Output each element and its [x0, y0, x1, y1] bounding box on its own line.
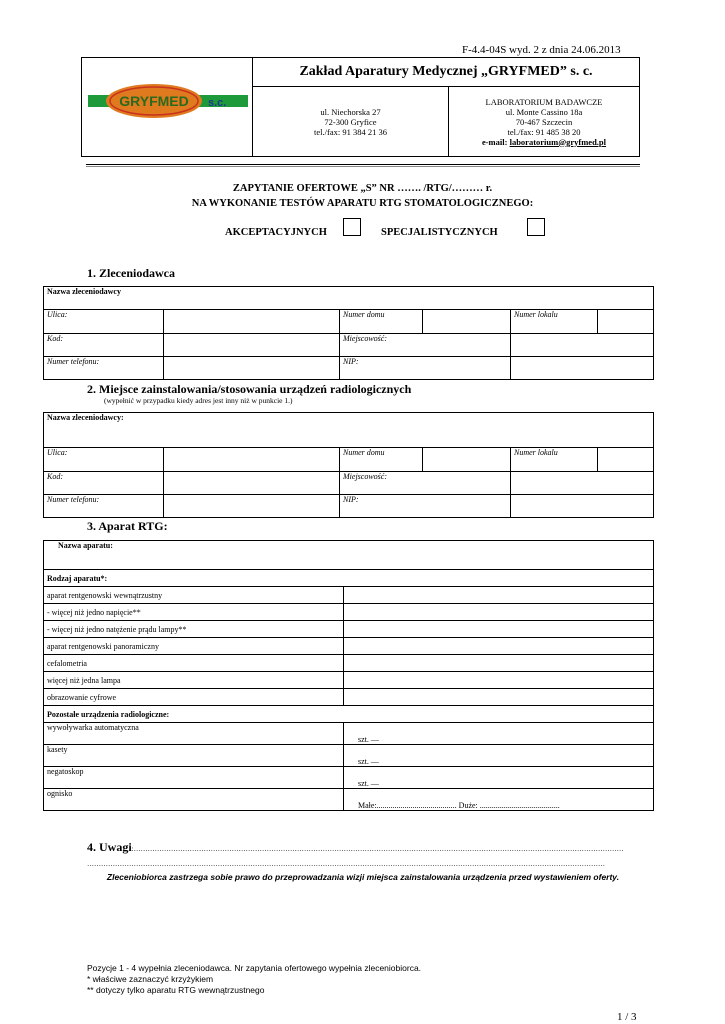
- phone-label: Numer telefonu:: [44, 357, 164, 380]
- device-type-mark[interactable]: [344, 587, 654, 604]
- postal-code-label: Kod:: [44, 334, 164, 357]
- client-name-field[interactable]: Nazwa zleceniodawcy: [44, 287, 654, 310]
- device-type-mark[interactable]: [344, 621, 654, 638]
- nip-field[interactable]: [511, 357, 654, 380]
- device-type-mark[interactable]: [344, 655, 654, 672]
- section-1-table: [43, 286, 654, 380]
- nip-label: NIP:: [340, 357, 511, 380]
- city-field[interactable]: [511, 472, 654, 495]
- postal-code-field[interactable]: [164, 472, 340, 495]
- logo-cell: [82, 58, 253, 157]
- nip-label: NIP:: [340, 495, 511, 518]
- disclaimer: Zleceniobiorca zastrzega sobie prawo do przeprowadzania wizji miejsca zainstalowania urządzenia przed wystawieniem oferty.: [106, 872, 620, 882]
- option-specialist-checkbox[interactable]: [527, 218, 545, 236]
- focus-size-field[interactable]: Małe:........................................ Duże: ........................................: [344, 789, 654, 811]
- house-number-label: Numer domu: [340, 310, 423, 334]
- other-devices-heading: Pozostałe urządzenia radiologiczne:: [44, 706, 654, 723]
- apartment-number-field[interactable]: [598, 310, 654, 334]
- page-number: 1 / 3: [617, 1011, 637, 1023]
- section-4-remarks[interactable]: [87, 838, 637, 856]
- title-line-2: NA WYKONANIE TESTÓW APARATU RTG STOMATOLOGICZNEGO:: [191, 198, 534, 209]
- section-3-heading: 3. Aparat RTG:: [87, 519, 168, 533]
- svg-text:s.c.: s.c.: [208, 97, 227, 109]
- section-3-table: [43, 540, 654, 811]
- document-code: F-4.4-04S wyd. 2 z dnia 24.06.2013: [462, 44, 621, 56]
- section-4-heading: 4. Uwagi: [87, 840, 132, 854]
- device-type-item: aparat rentgenowski wewnątrzustny: [44, 587, 344, 604]
- device-type-mark[interactable]: [344, 672, 654, 689]
- section-2-table: [43, 412, 654, 518]
- remarks-dots-1: :…………………………………………………………………………………………………………………………………………………………………………………………: [131, 845, 624, 853]
- apartment-number-label: Numer lokalu: [511, 310, 598, 334]
- gryfmed-logo: [82, 58, 252, 154]
- postal-code-label: Kod:: [44, 472, 164, 495]
- street-label: Ulica:: [44, 310, 164, 334]
- other-device-name: negatoskop: [44, 767, 344, 789]
- company-address: ul. Niechorska 27 72-300 Gryfice tel./fax: 91 384 21 36: [253, 87, 449, 157]
- option-specialist-label: SPECJALISTYCZNYCH: [381, 227, 498, 238]
- house-number-field[interactable]: [423, 448, 511, 472]
- device-type-item: aparat rentgenowski panoramiczny: [44, 638, 344, 655]
- phone-field[interactable]: [164, 357, 340, 380]
- remarks-dots-2[interactable]: ……………………………………………………………………………………………………………………………………………………………………………………………………: [87, 860, 605, 868]
- city-label: Miejscowość:: [340, 334, 511, 357]
- header-divider: [86, 164, 640, 167]
- city-field[interactable]: [511, 334, 654, 357]
- section-2-heading: 2. Miejsce zainstalowania/stosowania urządzeń radiologicznych: [87, 382, 412, 396]
- device-type-mark[interactable]: [344, 689, 654, 706]
- device-type-item: cefalometria: [44, 655, 344, 672]
- device-type-mark[interactable]: [344, 604, 654, 621]
- footnotes: Pozycje 1 - 4 wypełnia zleceniodawca. Nr zapytania ofertowego wypełnia zleceniobiorca. * właściwe zaznaczyć krzyżykiem ** dotyczy tylko aparatu RTG wewnątrzustnego: [87, 963, 422, 995]
- device-type-item: - więcej niż jedno napięcie**: [44, 604, 344, 621]
- section-2-note: (wypełnić w przypadku kiedy adres jest inny niż w punkcie 1.): [104, 396, 293, 405]
- device-name-field[interactable]: Nazwa aparatu:: [44, 541, 654, 570]
- section-1-heading: 1. Zleceniodawca: [87, 266, 175, 280]
- email-link[interactable]: laboratorium@gryfmed.pl: [509, 136, 607, 147]
- other-device-count[interactable]: szt. ―: [344, 723, 654, 745]
- nip-field[interactable]: [511, 495, 654, 518]
- phone-field[interactable]: [164, 495, 340, 518]
- device-type-item: więcej niż jedna lampa: [44, 672, 344, 689]
- street-field[interactable]: [164, 448, 340, 472]
- street-label: Ulica:: [44, 448, 164, 472]
- device-type-heading: Rodzaj aparatu*:: [44, 570, 654, 587]
- option-acceptance-label: AKCEPTACYJNYCH: [225, 227, 327, 238]
- other-device-name: ognisko: [44, 789, 344, 811]
- other-device-count[interactable]: szt. ―: [344, 767, 654, 789]
- svg-text:GRYFMED: GRYFMED: [119, 93, 189, 109]
- device-type-item: obrazowanie cyfrowe: [44, 689, 344, 706]
- option-acceptance-checkbox[interactable]: [343, 218, 361, 236]
- street-field[interactable]: [164, 310, 340, 334]
- title-line-1: ZAPYTANIE OFERTOWE „S” NR ……. /RTG/……… r.: [232, 183, 493, 194]
- other-device-name: kasety: [44, 745, 344, 767]
- other-device-name: wywoływarka automatyczna: [44, 723, 344, 745]
- city-label: Miejscowość:: [340, 472, 511, 495]
- postal-code-field[interactable]: [164, 334, 340, 357]
- lab-address: LABORATORIUM BADAWCZE ul. Monte Cassino 18a 70-467 Szczecin tel./fax: 91 485 38 20 e-mail: laboratorium@gryfmed.pl: [449, 87, 640, 157]
- company-name: Zakład Aparatury Medycznej „GRYFMED” s. c.: [253, 58, 640, 87]
- house-number-label: Numer domu: [340, 448, 423, 472]
- other-device-count[interactable]: szt. ―: [344, 745, 654, 767]
- apartment-number-label: Numer lokalu: [511, 448, 598, 472]
- house-number-field[interactable]: [423, 310, 511, 334]
- phone-label: Numer telefonu:: [44, 495, 164, 518]
- company-header: [81, 57, 640, 157]
- location-name-field[interactable]: Nazwa zleceniodawcy:: [44, 413, 654, 448]
- device-type-mark[interactable]: [344, 638, 654, 655]
- device-type-item: - więcej niż jedno natężenie prądu lampy**: [44, 621, 344, 638]
- apartment-number-field[interactable]: [598, 448, 654, 472]
